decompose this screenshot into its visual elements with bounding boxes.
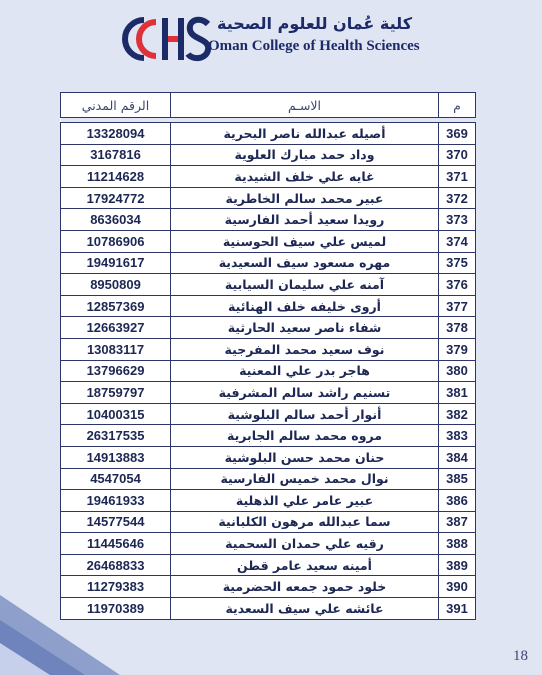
student-name: سما عبدالله مرهون الكلبانية bbox=[171, 511, 439, 533]
table-row bbox=[61, 274, 476, 296]
student-name: نوف سعيد محمد المفرجية bbox=[171, 338, 439, 360]
student-name: خلود حمود جمعه الحضرمية bbox=[171, 576, 439, 598]
student-name: أمينه سعيد عامر قطن bbox=[171, 554, 439, 576]
table-row bbox=[61, 317, 476, 339]
civil-id: 11279383 bbox=[61, 576, 171, 598]
table-row bbox=[61, 187, 476, 209]
header-number: م bbox=[439, 93, 476, 118]
student-name: أروى خليفه خلف الهنائية bbox=[171, 295, 439, 317]
table-row bbox=[61, 252, 476, 274]
row-number: 384 bbox=[439, 446, 476, 468]
civil-id: 13796629 bbox=[61, 360, 171, 382]
header-civil-id: الرقم المدني bbox=[61, 93, 171, 118]
civil-id: 19491617 bbox=[61, 252, 171, 274]
row-number: 369 bbox=[439, 123, 476, 145]
student-name: لميس علي سيف الحوسنية bbox=[171, 230, 439, 252]
table-row bbox=[61, 403, 476, 425]
row-number: 372 bbox=[439, 187, 476, 209]
row-number: 377 bbox=[439, 295, 476, 317]
student-name: رويدا سعيد أحمد الفارسية bbox=[171, 209, 439, 231]
civil-id: 10400315 bbox=[61, 403, 171, 425]
row-number: 387 bbox=[439, 511, 476, 533]
row-number: 373 bbox=[439, 209, 476, 231]
row-number: 375 bbox=[439, 252, 476, 274]
table-row bbox=[61, 382, 476, 404]
student-name: مروه محمد سالم الجابرية bbox=[171, 425, 439, 447]
college-logo-icon bbox=[122, 14, 214, 64]
table-row bbox=[61, 425, 476, 447]
table-row bbox=[61, 209, 476, 231]
table-row bbox=[61, 490, 476, 512]
civil-id: 12663927 bbox=[61, 317, 171, 339]
table-row bbox=[61, 533, 476, 555]
table-row bbox=[61, 360, 476, 382]
row-number: 380 bbox=[439, 360, 476, 382]
student-name: أنوار أحمد سالم البلوشية bbox=[171, 403, 439, 425]
table-row bbox=[61, 468, 476, 490]
civil-id: 3167816 bbox=[61, 144, 171, 166]
civil-id: 17924772 bbox=[61, 187, 171, 209]
student-name: أصيله عبدالله ناصر البحرية bbox=[171, 123, 439, 145]
civil-id: 14577544 bbox=[61, 511, 171, 533]
student-name: مهره مسعود سيف السعيدية bbox=[171, 252, 439, 274]
civil-id: 10786906 bbox=[61, 230, 171, 252]
table-row bbox=[61, 576, 476, 598]
civil-id: 26317535 bbox=[61, 425, 171, 447]
civil-id: 19461933 bbox=[61, 490, 171, 512]
row-number: 379 bbox=[439, 338, 476, 360]
row-number: 378 bbox=[439, 317, 476, 339]
row-number: 371 bbox=[439, 166, 476, 188]
civil-id: 4547054 bbox=[61, 468, 171, 490]
table-row bbox=[61, 123, 476, 145]
student-name: عائشه علي سيف السعدية bbox=[171, 598, 439, 620]
table-header-row bbox=[61, 93, 476, 118]
college-name-arabic: كلية عُمان للعلوم الصحية bbox=[217, 14, 412, 33]
row-number: 391 bbox=[439, 598, 476, 620]
row-number: 390 bbox=[439, 576, 476, 598]
table-row bbox=[61, 338, 476, 360]
student-name: غايه علي خلف الشيدية bbox=[171, 166, 439, 188]
table-row bbox=[61, 166, 476, 188]
civil-id: 18759797 bbox=[61, 382, 171, 404]
row-number: 374 bbox=[439, 230, 476, 252]
civil-id: 8950809 bbox=[61, 274, 171, 296]
student-name: شفاء ناصر سعيد الحارثية bbox=[171, 317, 439, 339]
header-name: الاسـم bbox=[171, 93, 439, 118]
student-name: تسنيم راشد سالم المشرفية bbox=[171, 382, 439, 404]
civil-id: 8636034 bbox=[61, 209, 171, 231]
row-number: 386 bbox=[439, 490, 476, 512]
student-name: آمنه علي سليمان السيابية bbox=[171, 274, 439, 296]
row-number: 376 bbox=[439, 274, 476, 296]
row-number: 382 bbox=[439, 403, 476, 425]
civil-id: 11970389 bbox=[61, 598, 171, 620]
table-row bbox=[61, 446, 476, 468]
civil-id: 11214628 bbox=[61, 166, 171, 188]
civil-id: 12857369 bbox=[61, 295, 171, 317]
students-table-container bbox=[60, 92, 475, 620]
table-body bbox=[61, 123, 476, 620]
row-number: 370 bbox=[439, 144, 476, 166]
student-name: رقيه علي حمدان السحمية bbox=[171, 533, 439, 555]
student-name: هاجر بدر علي المعنية bbox=[171, 360, 439, 382]
row-number: 388 bbox=[439, 533, 476, 555]
civil-id: 14913883 bbox=[61, 446, 171, 468]
page-number: 18 bbox=[513, 648, 528, 664]
student-name: وداد حمد مبارك العلوية bbox=[171, 144, 439, 166]
table-row bbox=[61, 144, 476, 166]
table-row bbox=[61, 230, 476, 252]
row-number: 381 bbox=[439, 382, 476, 404]
table-row bbox=[61, 511, 476, 533]
row-number: 385 bbox=[439, 468, 476, 490]
student-name: نوال محمد خميس الفارسية bbox=[171, 468, 439, 490]
row-number: 389 bbox=[439, 554, 476, 576]
table-row bbox=[61, 598, 476, 620]
student-name: حنان محمد حسن البلوشية bbox=[171, 446, 439, 468]
table-row bbox=[61, 295, 476, 317]
civil-id: 26468833 bbox=[61, 554, 171, 576]
students-table bbox=[60, 92, 476, 620]
table-row bbox=[61, 554, 476, 576]
college-name-english: Oman College of Health Sciences bbox=[208, 38, 420, 54]
student-name: عبير عامر علي الذهلية bbox=[171, 490, 439, 512]
civil-id: 11445646 bbox=[61, 533, 171, 555]
student-name: عبير محمد سالم الخاطرية bbox=[171, 187, 439, 209]
civil-id: 13328094 bbox=[61, 123, 171, 145]
civil-id: 13083117 bbox=[61, 338, 171, 360]
row-number: 383 bbox=[439, 425, 476, 447]
college-header bbox=[122, 14, 422, 64]
